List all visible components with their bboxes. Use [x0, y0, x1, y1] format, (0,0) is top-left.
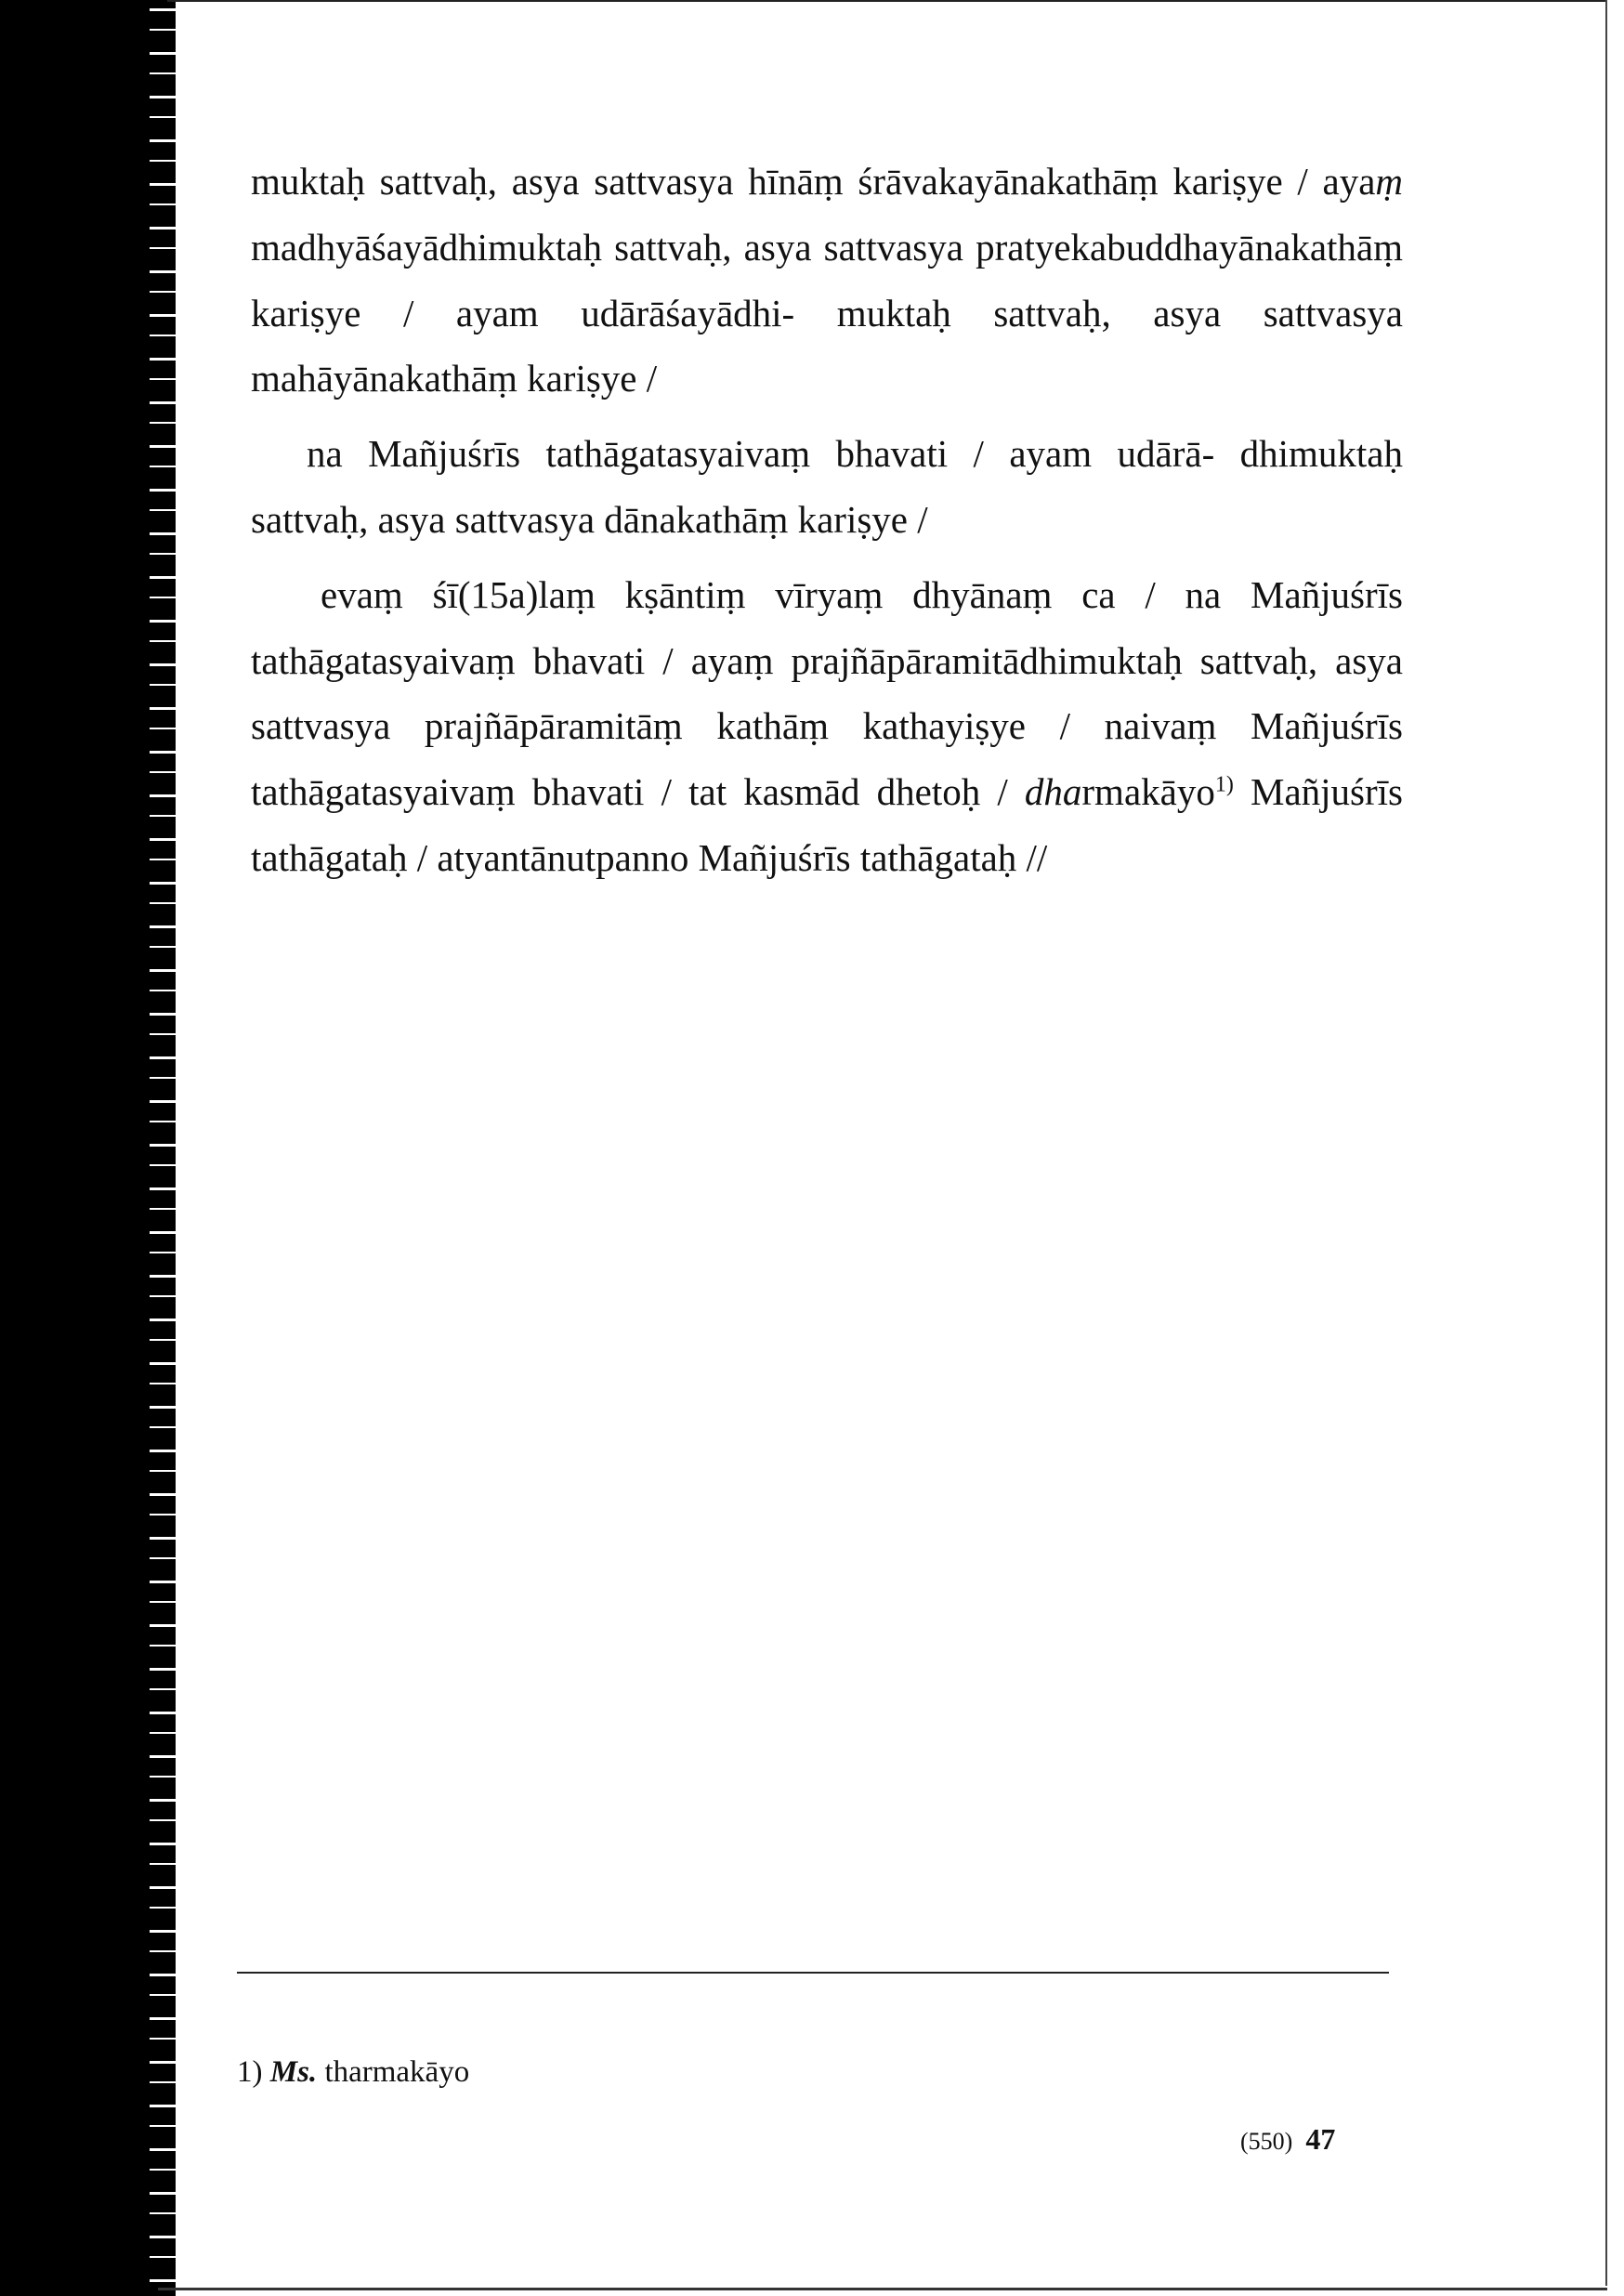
page-border-bottom [158, 2288, 1607, 2290]
paragraph-2: na Mañjuśrīs tathāgatasyaivaṃ bhavati / ayam udārā- dhimuktaḥ sattvaḥ, asya sattvasya dānakathāṃ kariṣye / [251, 432, 1403, 541]
paragraph-3-part-a: evaṃ śī(15a)laṃ kṣāntiṃ vīryaṃ dhyānaṃ ca / na Mañjuśrīs tathāgatasyaivaṃ bhavati / ayaṃ prajñāpāramitādhimuktaḥ sattvaḥ, asya sattvasya prajñāpāramitāṃ kathāṃ kathayiṣye / naivaṃ Mañjuśrīs tathāgatasyaivaṃ bhavati / tat kasmād dhetoḥ / [251, 572, 1403, 814]
paragraph-1-line-2c: madhyāśayādhimuktaḥ sattvaḥ, asya sattvasya [251, 225, 963, 269]
footnote-marker: 1) [237, 2055, 263, 2089]
paragraph-1-line-4: muktaḥ sattvaḥ, asya sattvasya mahāyānakathāṃ kariṣye / [251, 291, 1403, 400]
main-text-block [251, 149, 1403, 891]
paragraph-1-line-1: muktaḥ sattvaḥ, asya sattvasya hīnāṃ śrāvakayānakathāṃ [251, 160, 1159, 203]
page-border-right [1605, 0, 1607, 2286]
original-page-number: (550) [1240, 2128, 1293, 2155]
paragraph-1 [251, 149, 1403, 412]
paragraph-1-line-2a: kariṣye / aya [1172, 160, 1376, 203]
paragraph-3 [251, 562, 1403, 891]
page-border-top [167, 0, 1607, 2]
footnote-divider [237, 1972, 1389, 1974]
footnote-text: tharmakāyo [324, 2055, 470, 2089]
footnote-reference-marker: 1) [1214, 772, 1234, 797]
current-page-number: 47 [1305, 2122, 1336, 2156]
paragraph-3-italic-dha: dha [1024, 770, 1082, 814]
paragraph-1-italic-m: ṃ [1375, 160, 1403, 203]
footnote [237, 2053, 469, 2091]
scanned-binding-edge [0, 0, 163, 2296]
paragraph-3-part-d: Mañjuśrīs tathāgataḥ / atyantānutpanno Mañjuśrīs tathāgataḥ // [251, 770, 1404, 879]
paragraph-3-part-c: rmakāyo [1081, 770, 1215, 814]
paragraph-1-line-3: pratyekabuddhayānakathāṃ kariṣye / ayam udārāśayādhi- [251, 225, 1404, 335]
footnote-ms-label: Ms. [269, 2055, 318, 2089]
page-number [1240, 2120, 1335, 2160]
